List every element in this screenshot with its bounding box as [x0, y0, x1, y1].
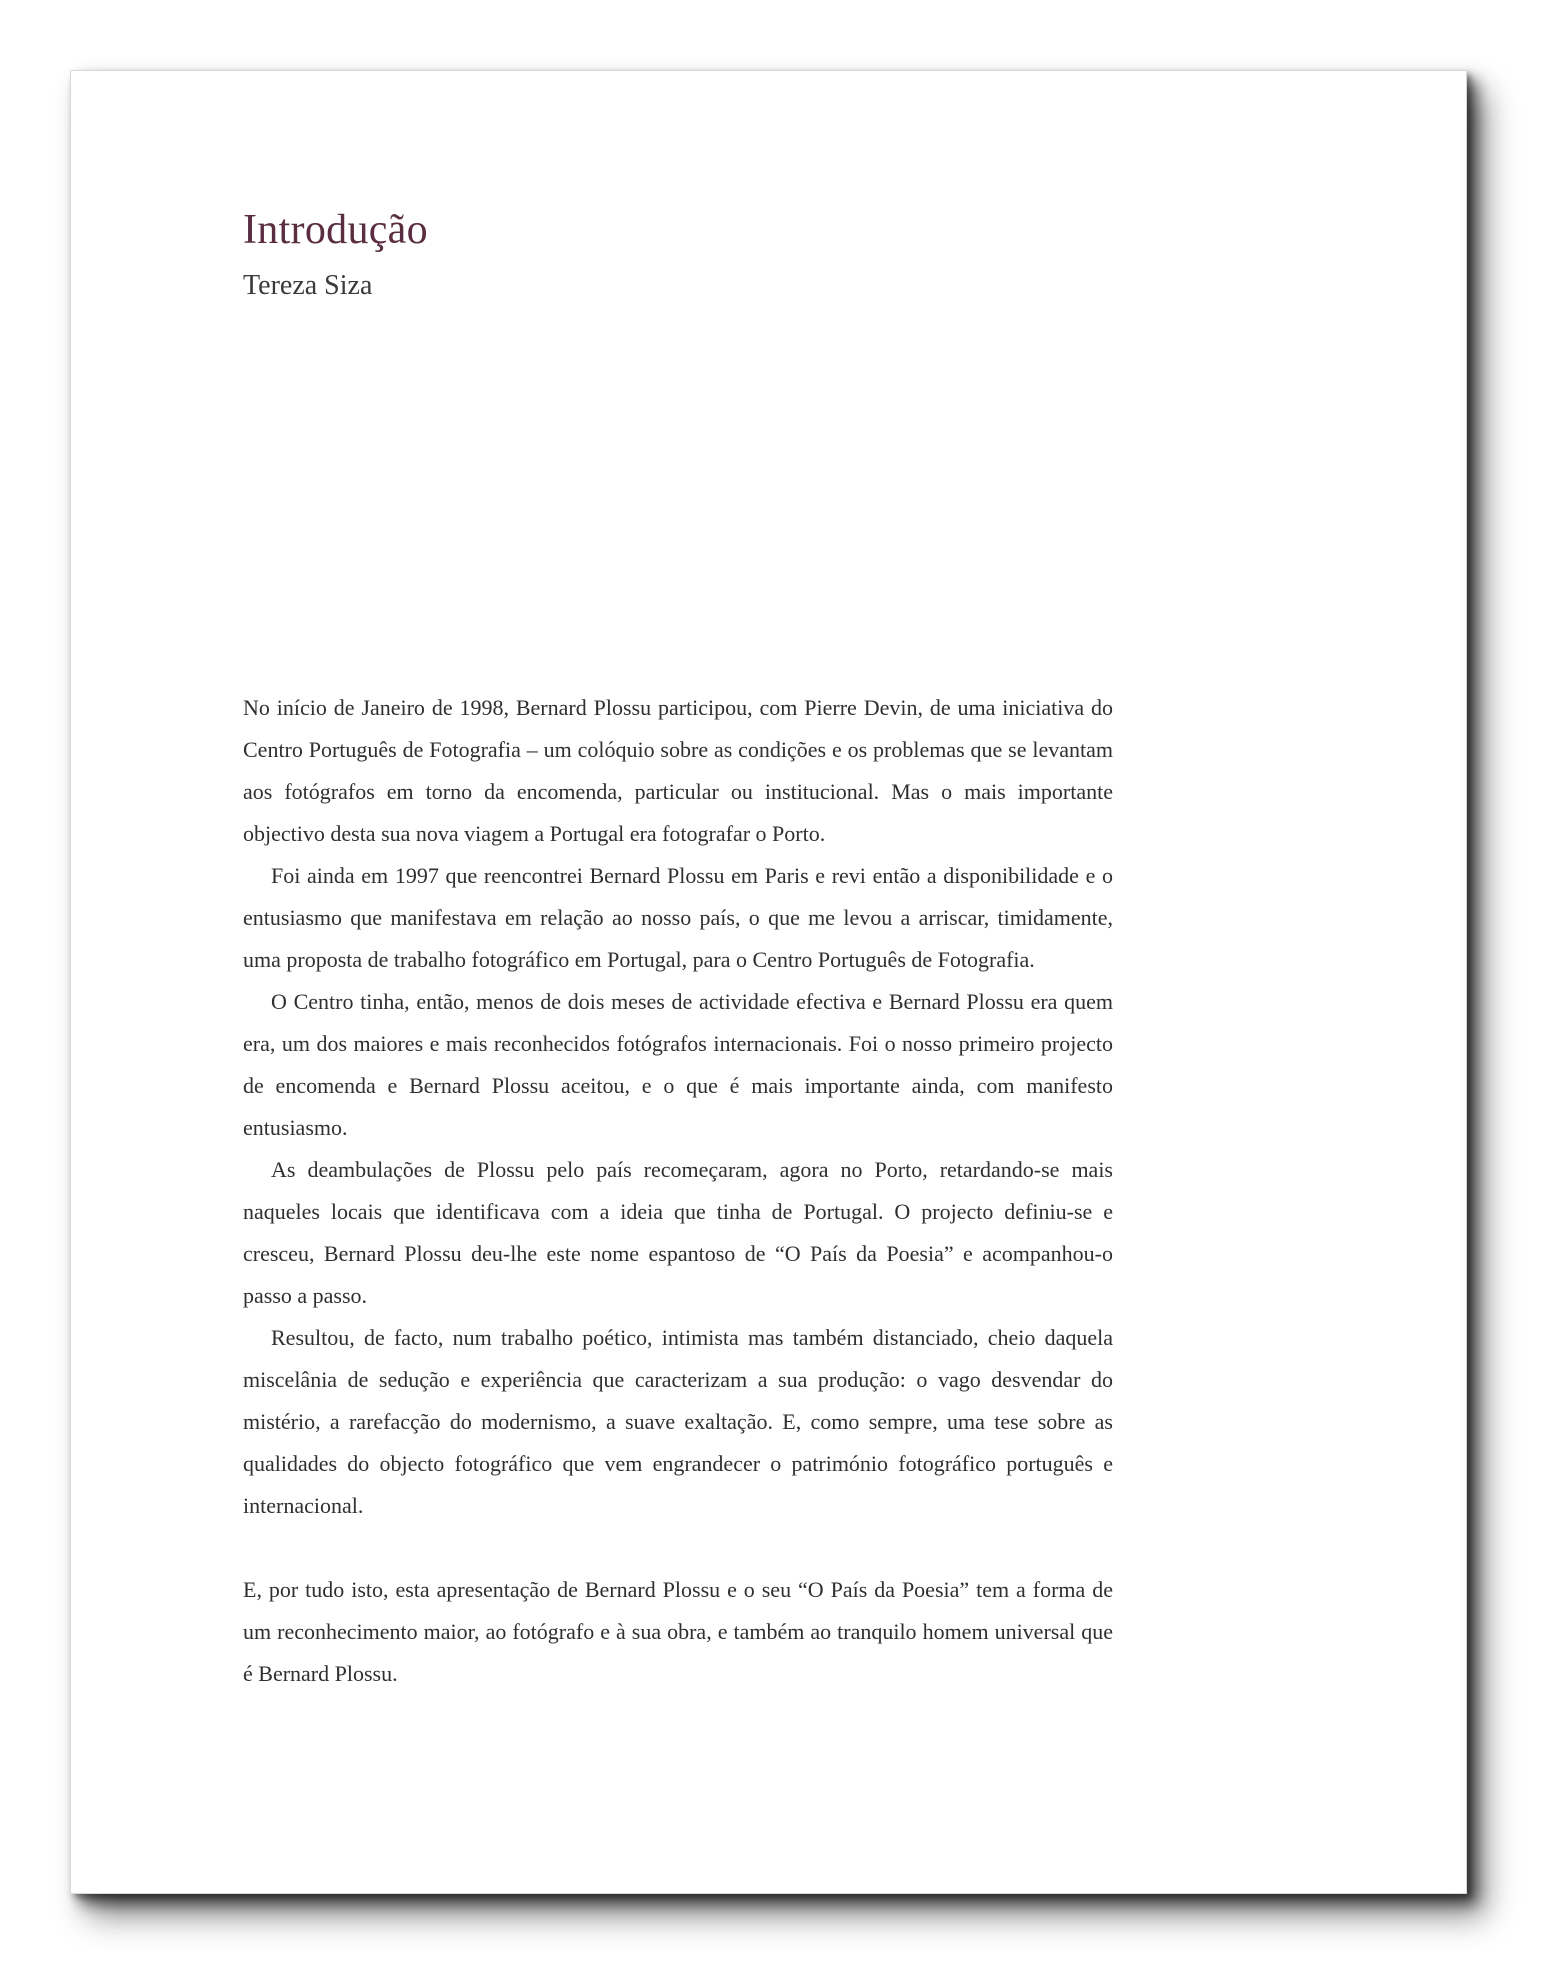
paragraph-5: Resultou, de facto, num trabalho poético, intimista mas também distanciado, cheio daquela miscelânia de sedução e experiência que caracterizam a sua produção: o vago desvendar do mistério, a rarefacção do modernismo, a suave exaltação. E, como sempre, uma tese sobre as qualidades do objecto fotográfico que vem engrandecer o património fotográfico português e internacional.	[243, 1325, 1113, 1518]
page-title: Introdução	[243, 207, 428, 253]
paragraph-1: No início de Janeiro de 1998, Bernard Plossu participou, com Pierre Devin, de uma iniciativa do Centro Português de Fotografia – um colóquio sobre as condições e os problemas que se levantam aos fotógrafos em torno da encomenda, particular ou institucional. Mas o mais importante objectivo desta sua nova viagem a Portugal era fotografar o Porto.	[243, 695, 1113, 846]
paragraph-2: Foi ainda em 1997 que reencontrei Bernard Plossu em Paris e revi então a disponibilidade e o entusiasmo que manifestava em relação ao nosso país, o que me levou a arriscar, timidamente, uma proposta de trabalho fotográfico em Portugal, para o Centro Português de Fotografia.	[243, 863, 1113, 972]
paragraph-4: As deambulações de Plossu pelo país recomeçaram, agora no Porto, retardando-se mais naqueles locais que identificava com a ideia que tinha de Portugal. O projecto definiu-se e cresceu, Bernard Plossu deu-lhe este nome espantoso de “O País da Poesia” e acompanhou-o passo a passo.	[243, 1157, 1113, 1308]
document-page	[70, 70, 1467, 1894]
paragraph-3: O Centro tinha, então, menos de dois meses de actividade efectiva e Bernard Plossu era quem era, um dos maiores e mais reconhecidos fotógrafos internacionais. Foi o nosso primeiro projecto de encomenda e Bernard Plossu aceitou, e o que é mais importante ainda, com manifesto entusiasmo.	[243, 989, 1113, 1140]
author-name: Tereza Siza	[243, 270, 373, 301]
paragraph-6: E, por tudo isto, esta apresentação de Bernard Plossu e o seu “O País da Poesia” tem a forma de um reconhecimento maior, ao fotógrafo e à sua obra, e também ao tranquilo homem universal que é Bernard Plossu.	[243, 1577, 1113, 1686]
body-text	[243, 687, 1113, 1695]
